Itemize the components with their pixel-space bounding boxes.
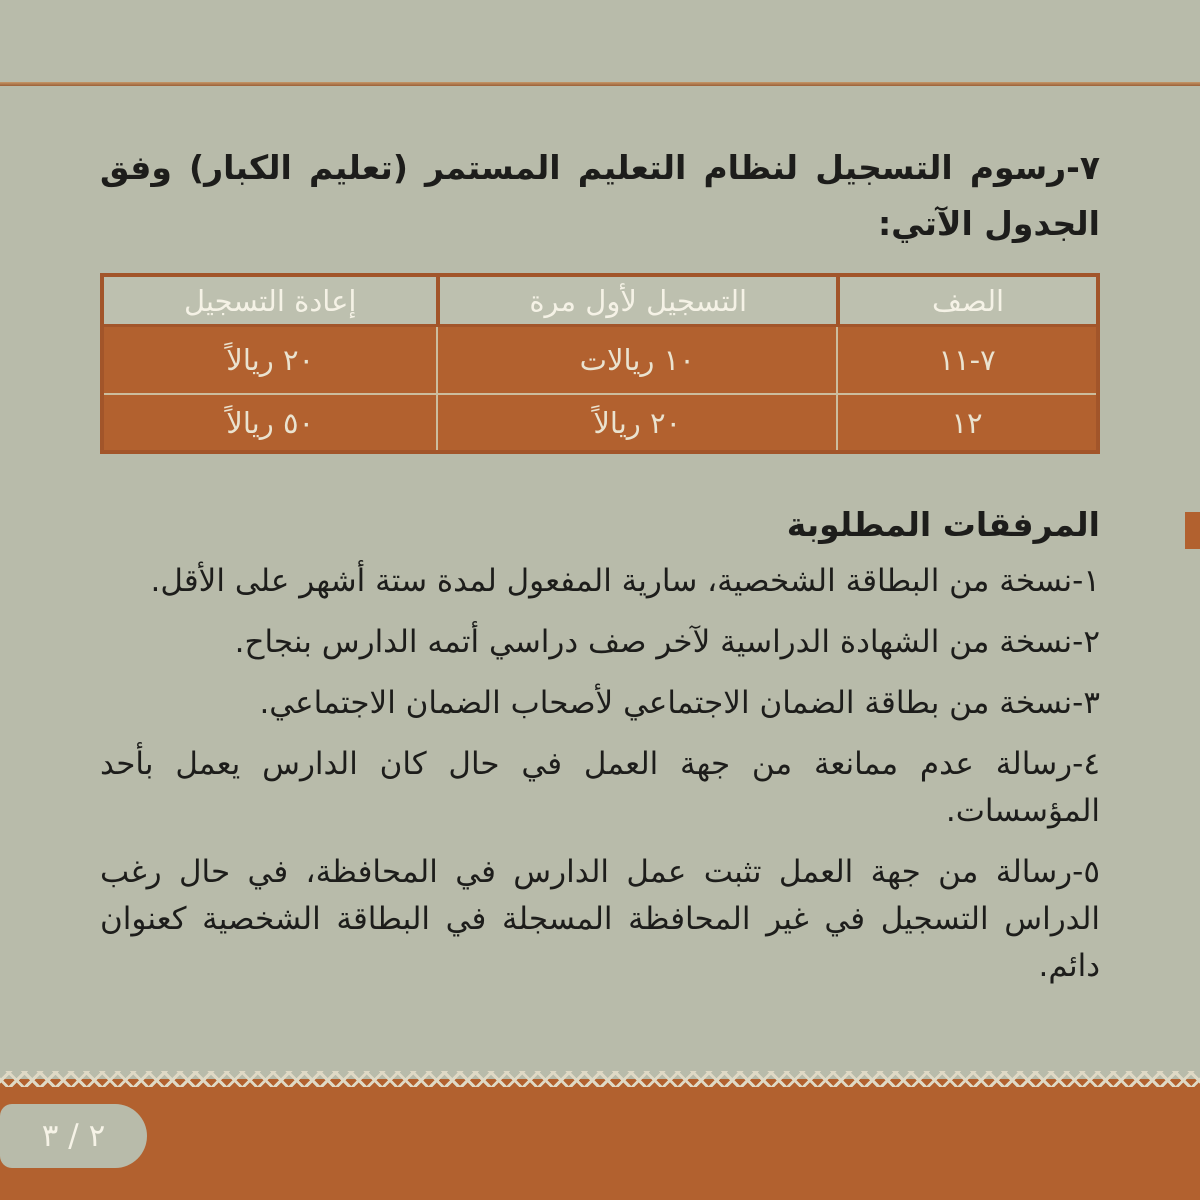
table-cell-first-time-row2: ٢٠ ريالاً	[436, 393, 836, 450]
table-cell-first-time-row1: ١٠ ريالات	[436, 327, 836, 393]
page-number: ٣ / ٢	[41, 1118, 106, 1154]
section-title-fees: ٧-رسوم التسجيل لنظام التعليم المستمر (تعليم الكبار) وفق الجدول الآتي:	[100, 148, 1100, 243]
table-cell-grade-row2: ١٢	[836, 393, 1096, 450]
table-header-first-time: التسجيل لأول مرة	[436, 277, 836, 327]
decorative-lattice-border	[0, 1071, 1200, 1087]
attachment-item-5: ٥-رسالة من جهة العمل تثبت عمل الدارس في المحافظة، في حال رغب الدراس التسجيل في غير المحافظة المسجلة في البطاقة الشخصية كعنوان دائم.	[100, 854, 1100, 984]
table-cell-re-registration-row2: ٥٠ ريالاً	[104, 393, 436, 450]
page-number-tab	[0, 1104, 147, 1168]
table-cell-grade-row1: ٧-١١	[836, 327, 1096, 393]
attachment-item-4: ٤-رسالة عدم ممانعة من جهة العمل في حال كان الدارس يعمل بأحد المؤسسات.	[100, 746, 1100, 829]
attachment-item-1: ١-نسخة من البطاقة الشخصية، سارية المفعول لمدة ستة أشهر على الأقل.	[150, 563, 1100, 599]
footer-bar	[0, 1087, 1200, 1200]
attachments-list	[100, 558, 1100, 1004]
attachments-heading: المرفقات المطلوبة	[786, 505, 1100, 544]
table-cell-re-registration-row1: ٢٠ ريالاً	[226, 343, 315, 377]
top-divider-rule	[0, 82, 1200, 86]
section-edge-marker	[1185, 512, 1200, 549]
table-header-grade: الصف	[836, 277, 1096, 327]
fees-table	[100, 273, 1100, 454]
attachment-item-2: ٢-نسخة من الشهادة الدراسية لآخر صف دراسي أتمه الدارس بنجاح.	[234, 624, 1100, 660]
attachment-item-3: ٣-نسخة من بطاقة الضمان الاجتماعي لأصحاب الضمان الاجتماعي.	[259, 685, 1100, 721]
table-header-re-registration: إعادة التسجيل	[104, 277, 436, 327]
